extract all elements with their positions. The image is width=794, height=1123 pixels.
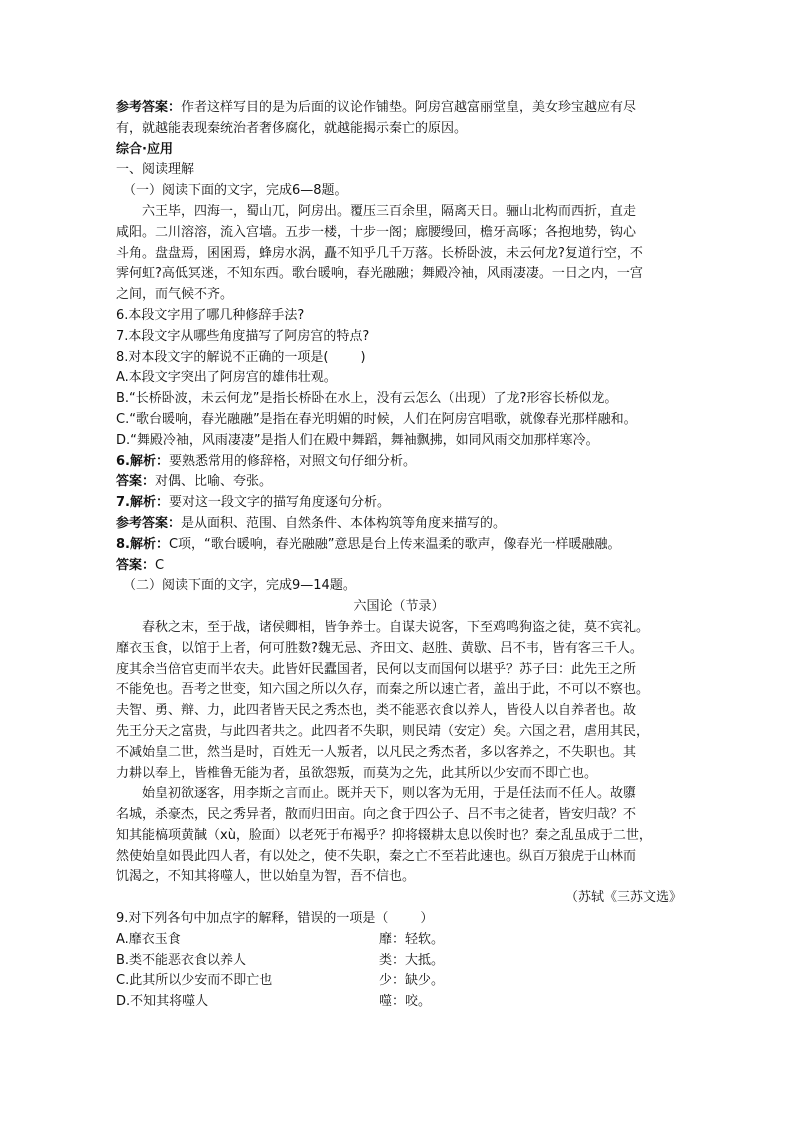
option: C.此其所以少安而不即亡也 少：缺少。 [116,973,445,989]
option-gloss: 类：大抵。 [379,952,445,968]
analysis-7: 7.解析：要对这一段文字的描写角度逐句分析。 [116,495,390,511]
answer-label: 参考答案： [116,100,182,115]
passage-line: 始皇初欲逐客，用李斯之言而止。既并天下，则以客为无用，于是任法而不任人。故隳 [142,786,637,802]
passage-epang-palace [116,202,682,306]
subsection-1-intro: （一）阅读下面的文字，完成6—8题。 [123,183,348,199]
document-page [116,98,682,1013]
passage-line: 靡衣玉食，以馆于上者，何可胜数?魏无忌、齐田文、赵胜、黄歇、吕不韦，皆有客三千人。 [116,640,643,656]
source-citation: （苏轼《三苏文选》 [564,890,682,906]
question-7: 7.本段文字从哪些角度描写了阿房宫的特点? [116,328,370,344]
answer-6: 答案：对偶、比喻、夸张。 [116,474,273,490]
analysis-8: 8.解析：C项，“歌台暖响，春光融融”意思是台上传来温柔的歌声，像春光一样暖融融。 [116,536,621,552]
passage-line: 度其余当倍官吏而半农夫。此皆奸民蠹国者，民何以支而国何以堪乎？苏子曰：此先王之所 [116,661,637,677]
option: C.“歌台暖响，春光融融”是指在春光明媚的时候，人们在阿房宫唱歌，就像春光那样融和。 [116,411,637,427]
passage-line: 霁何虹?高低冥迷，不知东西。歌台暖响，春光融融；舞殿冷袖，风雨凄凄。一日之内，一宫 [116,266,643,282]
answer-7: 参考答案：是从面积、范围、自然条件、本体构筑等角度来描写的。 [116,515,507,531]
passage-six-states-p2 [116,784,682,888]
passage-line: 斗角。盘盘焉，囷囷焉，蜂房水涡，矗不知乎几千万落。长桥卧波，未云何龙?复道行空，不 [116,245,643,261]
analysis-6: 6.解析：要熟悉常用的修辞格，对照文句仔细分析。 [116,453,416,469]
option-gloss: 靡：轻软。 [379,931,445,947]
subsection-2-intro: （二）阅读下面的文字，完成9—14题。 [123,578,356,594]
option-gloss: 少：缺少。 [379,973,445,989]
option-gloss: 噬：咬。 [379,994,432,1010]
option: A.本段文字突出了阿房宫的雄伟壮观。 [116,370,337,386]
option: A.靡衣玉食 靡：轻软。 [116,931,445,947]
passage-line: 之间，而气候不齐。 [116,287,234,303]
passage-line: 知其能槁项黄馘（xù，脸面）以老死于布褐乎？抑将辍耕太息以俟时也？秦之乱虽成于二世， [116,827,652,843]
question-9: 9.对下列各句中加点字的解释，错误的一项是（ ） [116,911,434,927]
passage-line: 不减始皇二世，然当是时，百姓无一人叛者，以凡民之秀杰者，多以客养之，不失职也。其 [116,744,637,760]
question-6: 6.本段文字用了哪几种修辞手法? [116,307,305,323]
question-8: 8.对本段文字的解说不正确的一项是( ) [116,349,366,365]
passage-six-states-p1 [116,618,682,784]
answer-8: 答案：C [116,557,165,573]
answer-5-line-1: 参考答案：作者这样写目的是为后面的议论作铺垫。阿房宫越富丽堂皇，美女珍宝越应有尽 [116,100,637,115]
passage-line: 春秋之末，至于战，诸侯卿相，皆争养士。自谋夫说客，下至鸡鸣狗盗之徒，莫不宾礼。 [142,619,650,635]
passage-line: 名城，杀豪杰，民之秀异者，散而归田亩。向之食于四公子、吕不韦之徒者，皆安归哉？不 [116,807,637,823]
passage-line: 饥渴之，不知其将噬人，世以始皇为智，吾不信也。 [116,869,416,885]
section-heading-zonghe: 综合·应用 [116,141,173,157]
passage-line: 不能免也。吾考之世变，知六国之所以久存，而秦之所以速亡者，盖出于此，不可以不察也。 [116,682,650,698]
passage-line: 先王分天之富贵，与此四者共之。此四者不失职，则民靖（安定）矣。六国之君，虐用其民， [116,723,650,739]
passage-title: 六国论（节录） [353,599,445,615]
passage-line: 六王毕，四海一，蜀山兀，阿房出。覆压三百余里，隔离天日。骊山北构而西折，直走 [142,203,637,219]
option: D.不知其将噬人 噬：咬。 [116,994,432,1010]
option: B.“长桥卧波，未云何龙”是指长桥卧在水上，没有云怎么（出现）了龙?形容长桥似龙。 [116,391,618,407]
option: D.“舞殿冷袖，风雨凄凄”是指人们在殿中舞蹈，舞袖飘拂，如同风雨交加那样寒冷。 [116,432,599,448]
answer-5-line-2: 有，就越能表现秦统治者奢侈腐化，就越能揭示秦亡的原因。 [116,120,468,136]
passage-line: 然使始皇如畏此四人者，有以处之，使不失职，秦之亡不至若此速也。纵百万狼虎于山林而 [116,848,637,864]
passage-line: 咸阳。二川溶溶，流入宫墙。五步一楼，十步一阁；廊腰缦回，檐牙高啄；各抱地势，钩心 [116,224,637,240]
passage-line: 夫智、勇、辩、力，此四者皆天民之秀杰也，类不能恶衣食以养人，皆役人以自养者也。故 [116,703,637,719]
passage-line: 力耕以奉上，皆椎鲁无能为者，虽欲怨叛，而莫为之先，此其所以少安而不即亡也。 [116,765,598,781]
option: B.类不能恶衣食以养人 类：大抵。 [116,952,445,968]
section-heading-reading: 一、阅读理解 [116,162,195,178]
